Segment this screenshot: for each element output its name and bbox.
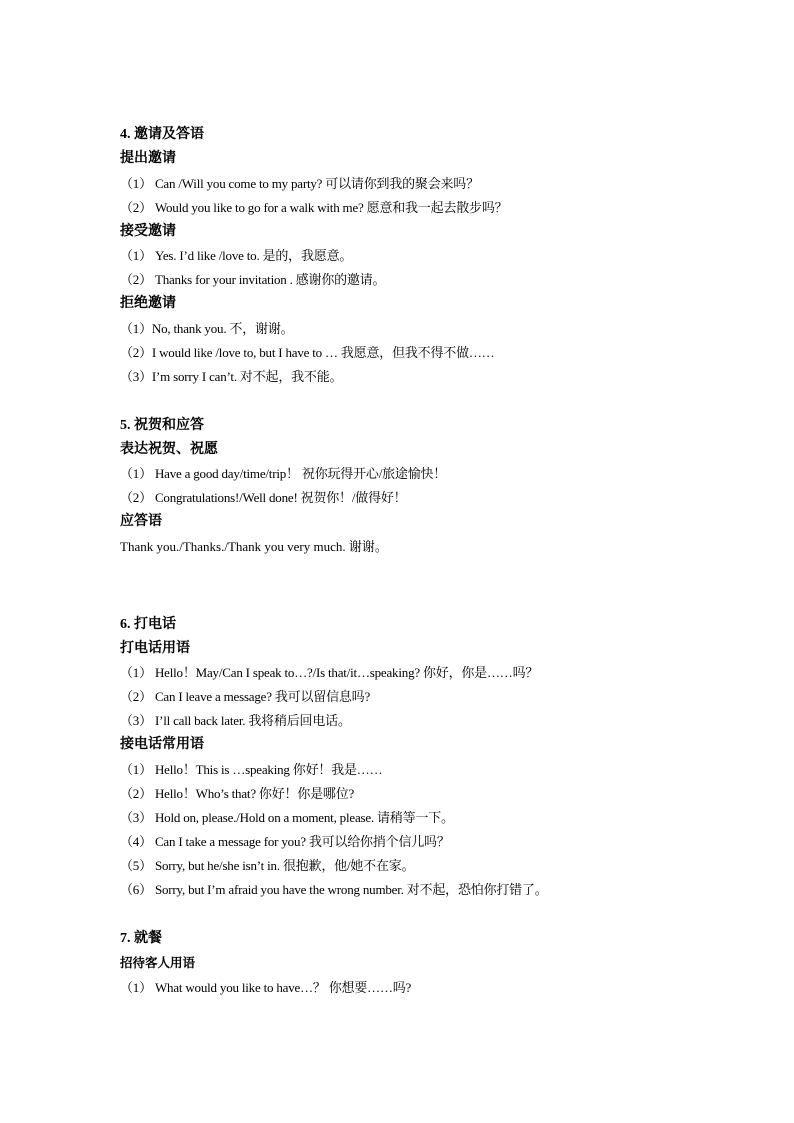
subheading: 提出邀请: [120, 151, 176, 166]
list-item: （1） Can /Will you come to my party? 可以请你到我的聚会来吗？: [120, 176, 479, 191]
list-item: （2） Can I leave a message? 我可以留信息吗?: [120, 689, 371, 704]
list-item: （3） I’ll call back later. 我将稍后回电话。: [120, 713, 351, 728]
list-item: （2） Would you like to go for a walk with me? 愿意和我一起去散步吗？: [120, 200, 508, 215]
list-item: Thank you./Thanks./Thank you very much. 谢谢。: [120, 539, 388, 554]
subheading: 应答语: [120, 514, 162, 529]
list-item: （1） Hello！This is …speaking 你好！我是……: [120, 762, 383, 777]
list-item: （2） Hello！Who’s that? 你好！你是哪位?: [120, 786, 355, 801]
subheading: 打电话用语: [120, 641, 190, 656]
subheading: 接受邀请: [120, 224, 176, 239]
subheading: 招待客人用语: [120, 956, 196, 970]
section-title: 7. 就餐: [120, 931, 162, 946]
list-item: （3） Hold on, please./Hold on a moment, please. 请稍等一下。: [120, 810, 454, 825]
list-item: （1） Hello！May/Can I speak to…?/Is that/it…speaking? 你好，你是……吗？: [120, 665, 539, 680]
subheading: 表达祝贺、祝愿: [120, 442, 218, 457]
list-item: （2） Thanks for your invitation . 感谢你的邀请。: [120, 272, 386, 287]
list-item: （1） What would you like to have…？ 你想要……吗?: [120, 980, 412, 995]
section-title: 6. 打电话: [120, 617, 176, 632]
list-item: （5） Sorry, but he/she isn’t in. 很抱歉，他/她不在家。: [120, 858, 415, 873]
subheading: 拒绝邀请: [120, 296, 176, 311]
list-item: （2）I would like /love to, but I have to … 我愿意，但我不得不做……: [120, 345, 495, 360]
section-title: 5. 祝贺和应答: [120, 418, 204, 433]
list-item: （1） Yes. I’d like /love to. 是的，我愿意。: [120, 248, 353, 263]
list-item: （4） Can I take a message for you? 我可以给你捎个信儿吗？: [120, 834, 450, 849]
list-item: （2） Congratulations!/Well done! 祝贺你！/做得好！: [120, 490, 407, 505]
list-item: （3）I’m sorry I can’t. 对不起，我不能。: [120, 369, 343, 384]
subheading: 接电话常用语: [120, 737, 204, 752]
list-item: （1）No, thank you. 不，谢谢。: [120, 321, 294, 336]
list-item: （6） Sorry, but I’m afraid you have the wrong number. 对不起，恐怕你打错了。: [120, 882, 548, 897]
list-item: （1） Have a good day/time/trip！ 祝你玩得开心/旅途愉快！: [120, 466, 447, 481]
section-title: 4. 邀请及答语: [120, 127, 204, 142]
